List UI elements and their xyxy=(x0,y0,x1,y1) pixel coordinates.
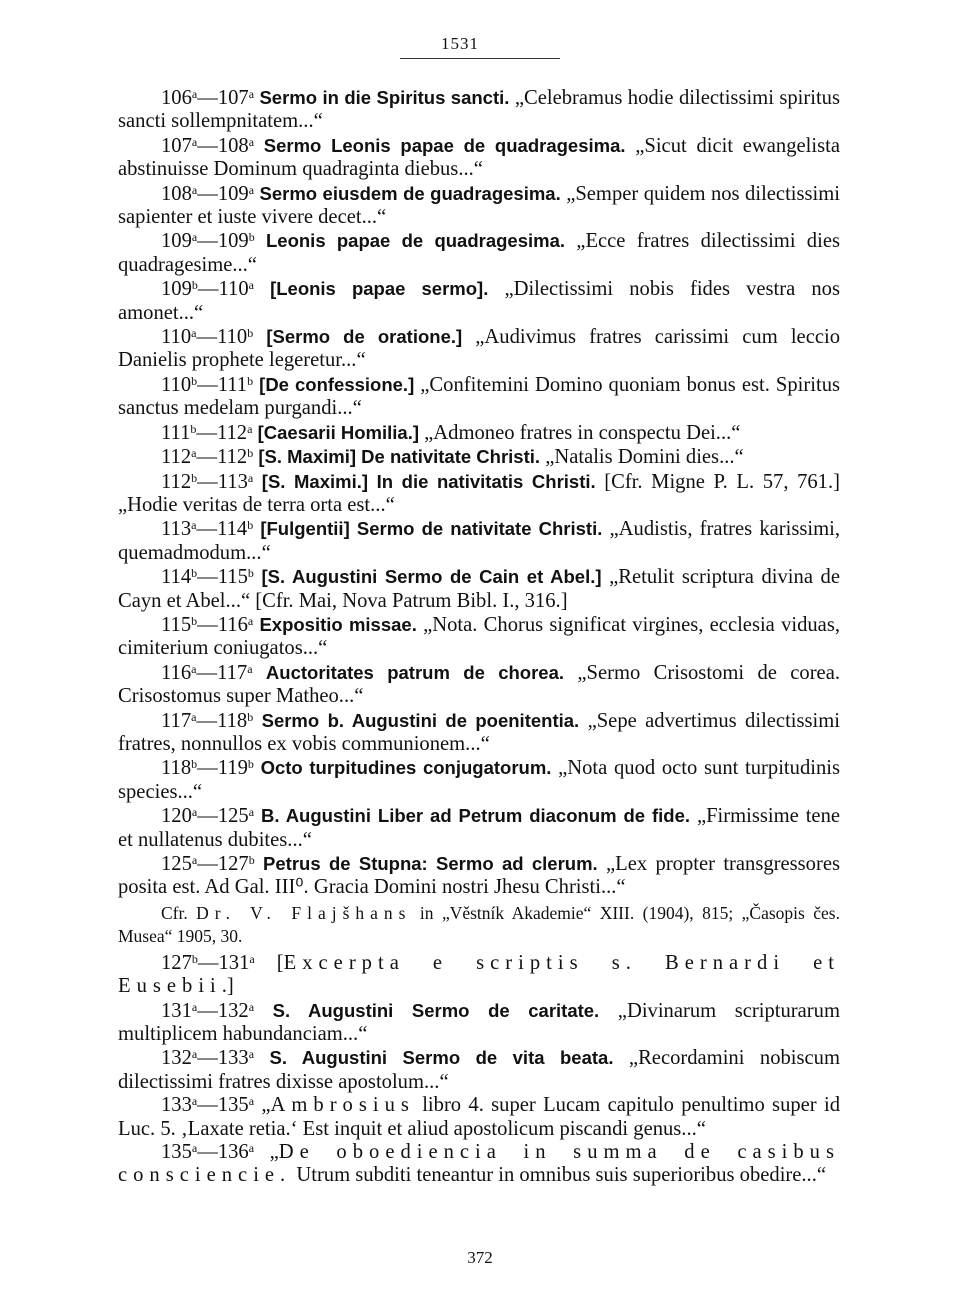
catalog-entry xyxy=(118,325,840,373)
bracket-open: [ xyxy=(276,951,284,974)
folio-reference: 133$^a$—135$^a$ xyxy=(161,1094,255,1117)
entry-title: [S. Maximi] De nativitate Christi. xyxy=(258,446,541,468)
catalog-entry xyxy=(118,852,840,900)
entry-title: Expositio missae. xyxy=(259,613,417,635)
entry-text: „Retulit scriptura divina de Cayn et Abel...“ [Cfr. Mai, Nova Patrum Bibl. I., 316.] xyxy=(118,566,840,612)
entry-spaced-title: De oboediencia in summa de casibus consciencie. xyxy=(118,1141,840,1187)
folio-reference: 116$^a$—117$^a$ xyxy=(161,661,253,684)
catalog-entry xyxy=(118,470,840,518)
entry-title: B. Augustini Liber ad Petrum diaconum de fide. xyxy=(260,805,691,827)
entry-title: S. Augustini Sermo de vita beata. xyxy=(269,1047,614,1069)
folio-reference: 132$^a$—133$^a$ xyxy=(161,1047,255,1070)
folio-reference: 115$^b$—116$^a$ xyxy=(161,613,254,636)
entry-spaced-author: Ambrosius xyxy=(270,1094,415,1117)
catalog-entry-excerpta xyxy=(118,952,840,999)
folio-reference: 131$^a$—132$^a$ xyxy=(161,999,255,1022)
entry-text: „Lex propter transgressores posita est. Ad Gal. III⁰. Gracia Domini nostri Jhesu Christi...“ xyxy=(118,853,840,899)
catalog-entry xyxy=(118,804,840,852)
entries-group-2 xyxy=(118,999,840,1095)
entry-text: „Semper quidem nos dilectissimi sapienter et iuste vivere decet...“ xyxy=(118,182,840,229)
folio-reference: 110$^b$—111$^b$ xyxy=(161,373,254,396)
entry-title: Petrus de Stupna: Sermo ad clerum. xyxy=(263,853,598,874)
entry-text: „Celebramus hodie dilectissimi spiritus sancti sollempnitatem...“ xyxy=(118,87,840,133)
catalog-entry xyxy=(118,709,840,757)
entry-title: [Leonis papae sermo]. xyxy=(270,278,489,300)
entry-text: „Sicut dicit ewangelista abstinuisse Dominum quadraginta diebus...“ xyxy=(118,134,840,181)
entry-title: Sermo eiusdem de guadragesima. xyxy=(259,182,561,204)
catalog-entry xyxy=(118,229,840,277)
entry-title: Octo turpitudines conjugatorum. xyxy=(260,757,552,779)
folio-reference: 109$^a$—109$^b$ xyxy=(161,230,255,253)
folio-reference: 106$^a$—107$^a$ xyxy=(161,87,255,109)
folio-reference: 127$^b$—131$^a$ xyxy=(161,951,255,974)
bibliographic-note xyxy=(118,902,840,948)
catalog-entry xyxy=(118,277,840,325)
catalog-entry xyxy=(118,517,840,565)
entry-title: S. Augustini Sermo de caritate. xyxy=(272,999,600,1021)
catalog-entry xyxy=(118,1046,840,1094)
folio-reference: 110$^a$—110$^b$ xyxy=(161,326,254,349)
entry-text: „Confitemini Domino quoniam bonus est. Spiritus sanctus medelam purgandi...“ xyxy=(118,373,841,420)
bracket-close: .] xyxy=(221,975,234,998)
entry-text: „Natalis Domini dies...“ xyxy=(540,446,744,469)
entry-title: [Sermo de oratione.] xyxy=(266,326,463,348)
entry-text: „Dilectissimi nobis fides vestra nos amonet...“ xyxy=(118,278,840,324)
catalog-entry xyxy=(118,999,840,1047)
header-rule xyxy=(400,58,560,59)
note-prefix: Cfr. xyxy=(161,902,197,923)
folio-reference: 112$^b$—113$^a$ xyxy=(161,470,254,493)
folio-reference: 113$^a$—114$^b$ xyxy=(161,518,254,541)
entry-text: „Sermo Crisostomi de corea. Crisostomus super Matheo...“ xyxy=(118,661,840,708)
folio-reference: 114$^b$—115$^b$ xyxy=(161,566,254,589)
catalog-body xyxy=(118,86,840,1188)
note-citation: in „Věstník Akademie“ XIII. (1904), 815; „Časopis čes. Musea“ 1905, 30. xyxy=(118,902,840,946)
catalog-entry xyxy=(118,373,840,421)
folio-reference: 107$^a$—108$^a$ xyxy=(161,134,255,157)
entry-title: Sermo Leonis papae de quadragesima. xyxy=(263,134,626,156)
folio-reference: 117$^a$—118$^b$ xyxy=(161,709,254,732)
entry-title: [Caesarii Homilia.] xyxy=(257,421,420,443)
quote-open: „ xyxy=(254,1094,271,1117)
entry-text: „Recordamini nobiscum dilectissimi fratres dixisse apostolum...“ xyxy=(118,1047,840,1093)
entry-text: „Nota. Chorus significat virgines, ecclesia viduas, cimiterium coniugatos...“ xyxy=(118,613,840,660)
catalog-entry xyxy=(118,613,840,661)
catalog-entry xyxy=(118,756,840,804)
entry-text: „Ecce fratres dilectissimi dies quadragesime...“ xyxy=(118,230,840,276)
catalog-entry xyxy=(118,445,840,469)
folio-reference: 125$^a$—127$^b$ xyxy=(161,853,255,875)
entry-text: „Admoneo fratres in conspectu Dei...“ xyxy=(419,421,741,444)
catalog-entry xyxy=(118,134,840,182)
catalog-entry xyxy=(118,182,840,230)
entry-title: [Fulgentii] Sermo de nativitate Christi. xyxy=(260,518,603,540)
entry-title: [S. Augustini Sermo de Cain et Abel.] xyxy=(261,566,602,588)
entry-text: libro 4. super Lucam capitulo penultimo super id Luc. 5. ‚Laxate retia.‘ Est inquit et aliud apostolicum piscandi genus...“ xyxy=(118,1094,840,1140)
entry-title: Sermo in die Spiritus sancti. xyxy=(259,87,510,108)
entry-title: Leonis papae de quadragesima. xyxy=(265,230,566,252)
entry-title: [De confessione.] xyxy=(259,373,415,395)
quote-open: „ xyxy=(254,1141,279,1164)
entry-text: „Firmissime tene et nullatenus dubites...“ xyxy=(118,805,841,851)
entry-title: [S. Maximi.] In die nativitatis Christi. xyxy=(261,470,596,492)
catalog-entry-oboediencia xyxy=(118,1141,840,1188)
folio-reference: 120$^a$—125$^a$ xyxy=(161,805,255,828)
entry-spaced-title: Excerpta e scriptis s. Bernardi et Eusebii xyxy=(118,951,840,998)
catalog-entry xyxy=(118,421,840,445)
note-author: Dr. V. Flajšhans xyxy=(196,902,412,923)
entry-title: Auctoritates patrum de chorea. xyxy=(265,661,565,683)
folio-reference: 118$^b$—119$^b$ xyxy=(161,757,254,780)
folio-reference: 112$^a$—112$^b$ xyxy=(161,446,254,469)
folio-reference: 135$^a$—136$^a$ xyxy=(161,1141,255,1164)
catalog-entry-ambrosius xyxy=(118,1094,840,1141)
entry-text: Utrum subditi teneantur in omnibus suis superioribus obedire...“ xyxy=(291,1164,826,1187)
entry-title: Sermo b. Augustini de poenitentia. xyxy=(261,709,580,731)
folio-reference: 108$^a$—109$^a$ xyxy=(161,182,255,205)
catalog-entry xyxy=(118,565,840,613)
catalog-entry xyxy=(118,661,840,709)
entry-text: „Divinarum scripturarum multiplicem habundanciam...“ xyxy=(118,999,840,1046)
entry-text: „Audistis, fratres karissimi, quemadmodum...“ xyxy=(118,518,840,564)
entries-group-1 xyxy=(118,86,840,900)
folio-reference: 109$^b$—110$^a$ xyxy=(161,278,254,301)
catalog-entry xyxy=(118,86,840,134)
entry-text: [Cfr. Migne P. L. 57, 761.] „Hodie veritas de terra orta est...“ xyxy=(118,470,840,516)
page-header-number: 1531 xyxy=(441,34,479,53)
entry-text: „Sepe advertimus dilectissimi fratres, nonnullos ex vobis communionem...“ xyxy=(118,709,841,755)
entry-text: „Nota quod octo sunt turpitudinis species...“ xyxy=(118,757,840,803)
entry-text: „Audivimus fratres carissimi cum leccio Danielis prophete legeretur...“ xyxy=(118,326,841,372)
page-footer-number: 372 xyxy=(467,1248,493,1267)
folio-reference: 111$^b$—112$^a$ xyxy=(161,421,253,444)
